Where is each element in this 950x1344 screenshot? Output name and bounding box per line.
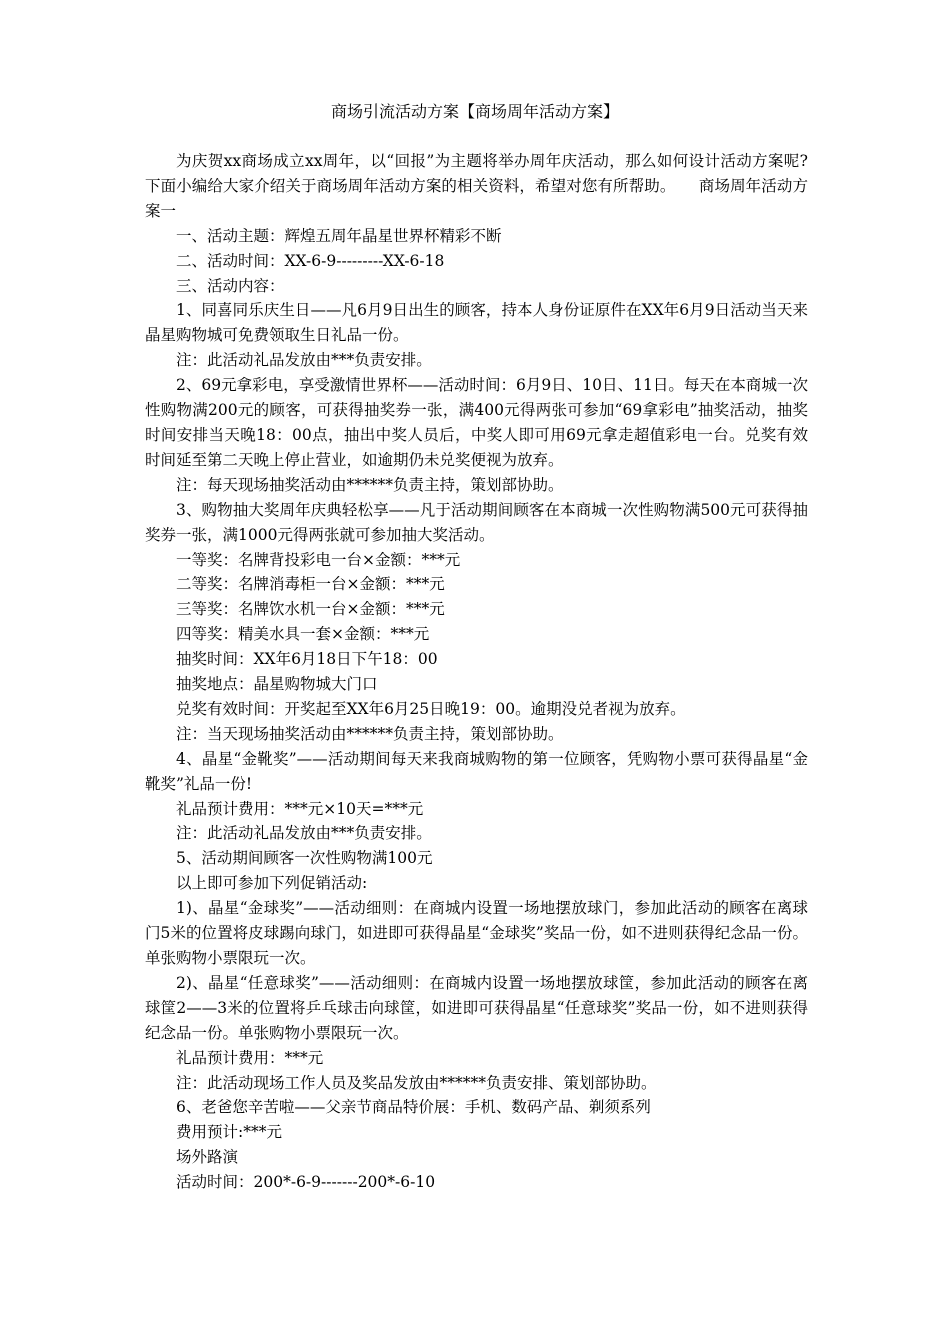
paragraph-roadshow: 场外路演	[176, 1148, 239, 1167]
paragraph-item-5: 5、活动期间顾客一次性购物满100元	[176, 849, 433, 868]
paragraph-gift-cost-1: 礼品预计费用：***元×10天=***元	[176, 799, 424, 818]
paragraph-item-4: 4、晶星“金靴奖”——活动期间每天来我商城购物的第一位顾客，凭购物小票可获得晶星“金靴奖”礼品一份!	[145, 749, 808, 793]
paragraph-promo-intro: 以上即可参加下列促销活动:	[176, 874, 368, 893]
paragraph-draw-place: 抽奖地点：晶星购物城大门口	[176, 675, 378, 694]
paragraph-note-2: 注：每天现场抽奖活动由******负责主持，策划部协助。	[176, 475, 564, 494]
paragraph-item-3: 3、购物抽大奖周年庆典轻松享——凡于活动期间顾客在本商城一次性购物满500元可获得抽奖券一张，满1000元得两张就可参加抽大奖活动。	[145, 500, 808, 544]
paragraph-gift-cost-2: 礼品预计费用：***元	[176, 1048, 324, 1067]
paragraph-prize-2: 二等奖：名牌消毒柜一台×金额：***元	[176, 575, 445, 594]
paragraph-intro: 为庆贺xx商场成立xx周年，以“回报”为主题将举办周年庆活动，那么如何设计活动方案呢?下面小编给大家介绍关于商场周年活动方案的相关资料，希望对您有所帮助。 商场周年活动方案一	[145, 152, 808, 220]
paragraph-cost-estimate: 费用预计:***元	[176, 1123, 282, 1142]
paragraph-note-1: 注：此活动礼品发放由***负责安排。	[176, 351, 432, 370]
paragraph-time: 二、活动时间：XX-6-9---------XX-6-18	[176, 251, 445, 270]
paragraph-sub-item-2: 2)、晶星“任意球奖”——活动细则：在商城内设置一场地摆放球筐，参加此活动的顾客在离球筐2——3米的位置将乒乓球击向球筐，如进即可获得晶星“任意球奖”奖品一份，如不进则获得纪念品一份。单张购物小票限玩一次。	[145, 973, 808, 1042]
paragraph-note-4: 注：此活动礼品发放由***负责安排。	[176, 824, 432, 843]
paragraph-item-2: 2、69元拿彩电，享受激情世界杯——活动时间：6月9日、10日、11日。每天在本商城一次性购物满200元的顾客，可获得抽奖券一张，满400元得两张可参加“69拿彩电”抽奖活动，抽奖时间安排当天晚18：00点，抽出中奖人员后，中奖人即可用69元拿走超值彩电一台。兑奖有效时间延至第二天晚上停止营业，如逾期仍未兑奖便视为放弃。	[145, 376, 808, 469]
paragraph-item-6: 6、老爸您辛苦啦——父亲节商品特价展：手机、数码产品、剃须系列	[176, 1098, 651, 1117]
paragraph-draw-time: 抽奖时间：XX年6月18日下午18：00	[176, 650, 438, 669]
paragraph-sub-item-1: 1)、晶星“金球奖”——活动细则：在商城内设置一场地摆放球门，参加此活动的顾客在离球门5米的位置将皮球踢向球门，如进即可获得晶星“金球奖”奖品一份，如不进则获得纪念品一份。单张购物小票限玩一次。	[145, 899, 808, 967]
paragraph-roadshow-time: 活动时间：200*-6-9-------200*-6-10	[176, 1173, 436, 1192]
paragraph-prize-1: 一等奖：名牌背投彩电一台×金额：***元	[176, 550, 461, 569]
document-title: 商场引流活动方案【商场周年活动方案】	[330, 102, 619, 121]
paragraph-theme: 一、活动主题：辉煌五周年晶星世界杯精彩不断	[176, 226, 502, 245]
document-body	[145, 149, 808, 1195]
paragraph-redeem-time: 兑奖有效时间：开奖起至XX年6月25日晚19：00。逾期没兑者视为放弃。	[176, 699, 686, 718]
paragraph-note-3: 注：当天现场抽奖活动由******负责主持，策划部协助。	[176, 724, 564, 743]
paragraph-prize-4: 四等奖：精美水具一套×金额：***元	[176, 625, 430, 644]
paragraph-note-5: 注：此活动现场工作人员及奖品发放由******负责安排、策划部协助。	[176, 1073, 657, 1092]
paragraph-prize-3: 三等奖：名牌饮水机一台×金额：***元	[176, 600, 445, 619]
paragraph-content-heading: 三、活动内容：	[176, 276, 285, 295]
paragraph-item-1: 1、同喜同乐庆生日——凡6月9日出生的顾客，持本人身份证原件在XX年6月9日活动当天来晶星购物城可免费领取生日礼品一份。	[145, 301, 808, 345]
